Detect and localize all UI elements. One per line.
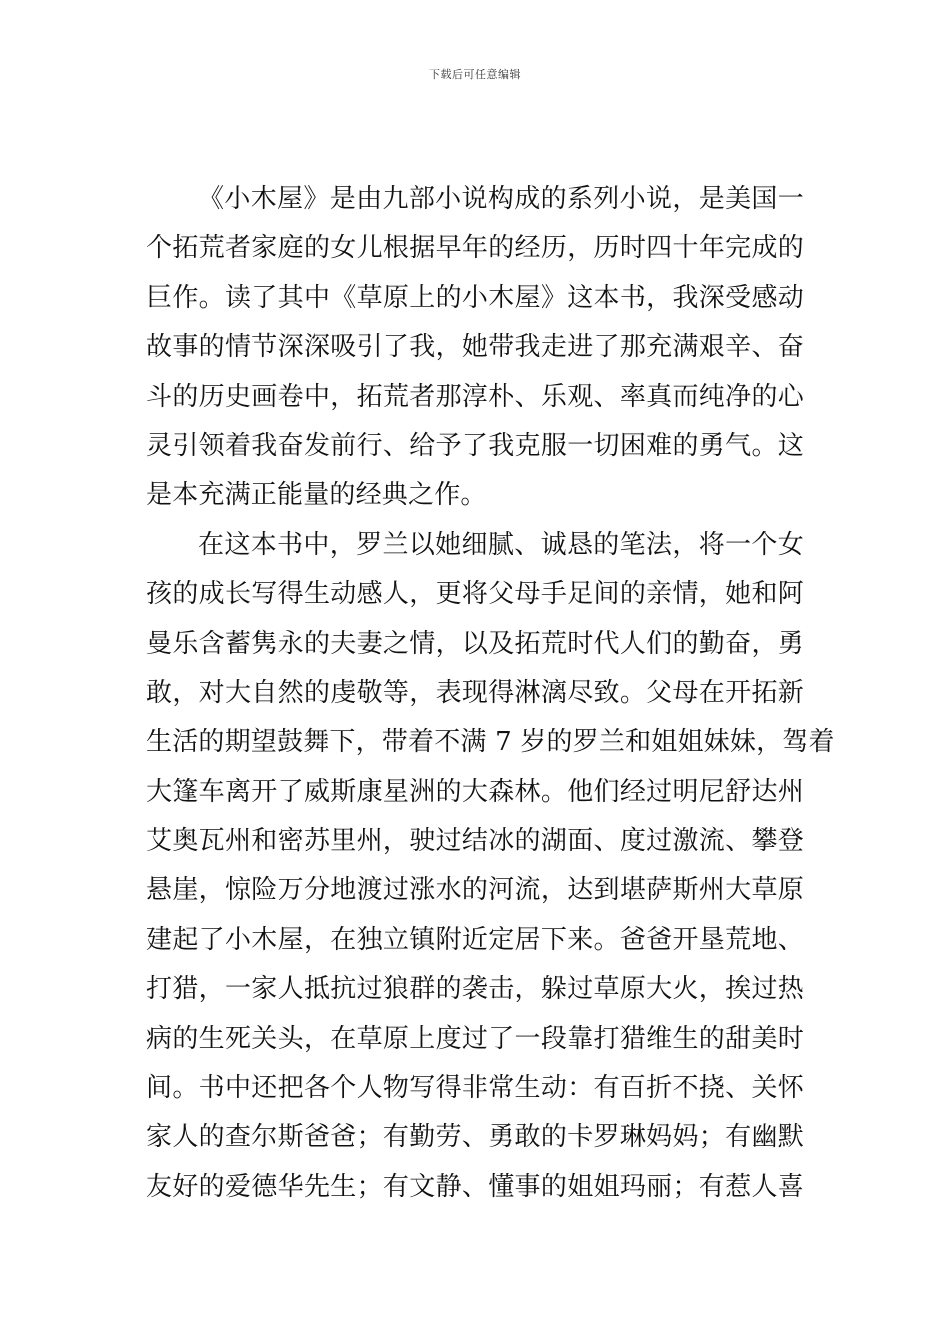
paragraph-2-line: 病的生死关头，在草原上度过了一段靠打猎维生的甜美时 <box>146 1023 804 1054</box>
paragraph-2-line: 悬崖，惊险万分地渡过涨水的河流，达到堪萨斯州大草原 <box>146 875 804 906</box>
paragraph-1-line: 巨作。读了其中《草原上的小木屋》这本书，我深受感动 <box>146 282 804 313</box>
paragraph-1-line: 《小木屋》是由九部小说构成的系列小说，是美国一 <box>198 184 804 214</box>
paragraph-2-line: 艾奥瓦州和密苏里州，驶过结冰的湖面、度过激流、攀登 <box>146 826 804 857</box>
paragraph-2-line: 建起了小木屋，在独立镇附近定居下来。爸爸开垦荒地、 <box>146 924 804 955</box>
paragraph-2-line: 打猎，一家人抵抗过狼群的袭击，躲过草原大火，挨过热 <box>146 974 804 1005</box>
paragraph-2-line: 家人的查尔斯爸爸；有勤劳、勇敢的卡罗琳妈妈；有幽默 <box>146 1122 804 1153</box>
page-header-note: 下载后可任意编辑 <box>429 68 521 81</box>
paragraph-2-line: 友好的爱德华先生；有文静、懂事的姐姐玛丽；有惹人喜 <box>146 1171 804 1202</box>
paragraph-1-line: 个拓荒者家庭的女儿根据早年的经历，历时四十年完成的 <box>146 233 804 264</box>
paragraph-2-line: 生活的期望鼓舞下，带着不满 7 岁的罗兰和姐姐妹妹，驾着 <box>146 727 835 758</box>
paragraph-2-line: 孩的成长写得生动感人，更将父母手足间的亲情，她和阿 <box>146 579 804 610</box>
paragraph-1-line: 灵引领着我奋发前行、给予了我克服一切困难的勇气。这 <box>146 430 804 461</box>
paragraph-1-line: 故事的情节深深吸引了我，她带我走进了那充满艰辛、奋 <box>146 332 804 363</box>
paragraph-1-line: 是本充满正能量的经典之作。 <box>146 480 487 511</box>
paragraph-2-line: 大篷车离开了威斯康星洲的大森林。他们经过明尼舒达州 <box>146 776 804 807</box>
paragraph-2-line: 曼乐含蓄隽永的夫妻之情，以及拓荒时代人们的勤奋，勇 <box>146 628 804 659</box>
paragraph-1-line: 斗的历史画卷中，拓荒者那淳朴、乐观、率真而纯净的心 <box>146 381 804 412</box>
paragraph-2-line: 间。书中还把各个人物写得非常生动：有百折不挠、关怀 <box>146 1073 804 1104</box>
paragraph-2-line: 敢，对大自然的虔敬等，表现得淋漓尽致。父母在开拓新 <box>146 677 804 708</box>
document-body <box>146 175 835 1212</box>
paragraph-2-line: 在这本书中，罗兰以她细腻、诚恳的笔法，将一个女 <box>198 529 804 560</box>
